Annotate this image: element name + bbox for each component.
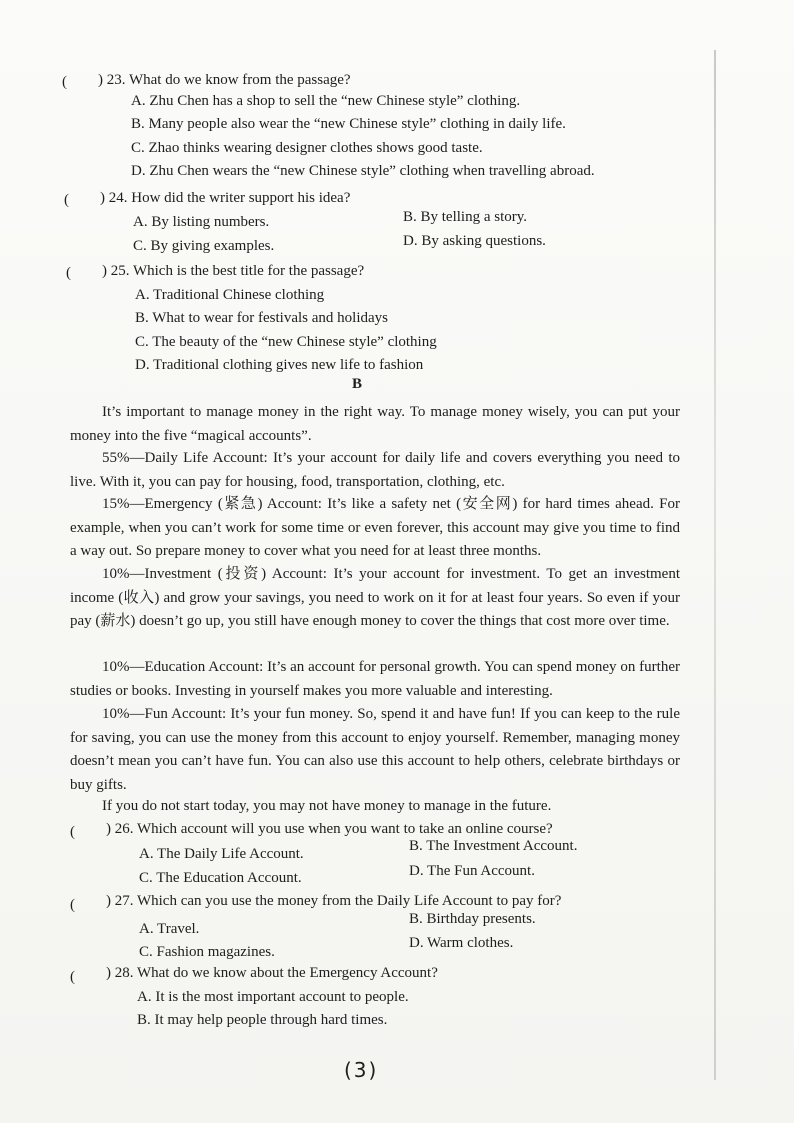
question-number: ) 28. — [106, 965, 134, 981]
question-text: How did the writer support his idea? — [131, 190, 351, 206]
option-23-a: A. Zhu Chen has a shop to sell the “new Chinese style” clothing. — [131, 93, 521, 109]
question-23 — [98, 71, 351, 89]
option-28-a: A. It is the most important account to people. — [137, 989, 409, 1005]
paragraph-text: It’s important to manage money in the right way. To manage money wisely, you can put your money into the five “magical accounts”. — [70, 404, 680, 444]
question-number: ) 24. — [100, 190, 128, 206]
answer-paren: ( — [70, 824, 75, 840]
question-number: ) 26. — [106, 821, 134, 837]
option-26-b: B. The Investment Account. — [409, 838, 578, 854]
option-23-c: C. Zhao thinks wearing designer clothes shows good taste. — [131, 140, 483, 156]
option-27-a: A. Travel. — [139, 921, 200, 937]
passage-paragraph-4 — [70, 563, 680, 634]
paragraph-text: If you do not start today, you may not have money to manage in the future. — [102, 798, 552, 814]
question-number: ) 25. — [102, 263, 130, 279]
page-edge-shadow — [714, 50, 716, 1080]
option-24-d: D. By asking questions. — [403, 233, 546, 249]
passage-paragraph-2 — [70, 447, 680, 494]
answer-paren: ( — [62, 74, 67, 90]
option-26-c: C. The Education Account. — [139, 870, 302, 886]
question-text: Which can you use the money from the Daily Life Account to pay for? — [136, 893, 562, 909]
option-27-b: B. Birthday presents. — [409, 911, 536, 927]
question-text: What do we know about the Emergency Account? — [136, 965, 438, 981]
passage-paragraph-1 — [70, 401, 680, 448]
question-number: ) 23. — [98, 72, 126, 88]
option-25-a: A. Traditional Chinese clothing — [135, 287, 325, 303]
option-26-a: A. The Daily Life Account. — [139, 846, 304, 862]
answer-paren: ( — [70, 897, 75, 913]
paragraph-text: 10%—Investment (投资) Account: It’s your account for investment. To get an investment income (收入) and grow your savings, you need to work on it for at least four years. So even if your pay (薪水) doesn’t go up, you still have enough money to cover the things that cost more over time. — [70, 566, 680, 629]
question-28 — [106, 964, 438, 982]
option-27-d: D. Warm clothes. — [409, 935, 514, 951]
page-number: (3) — [344, 1058, 379, 1082]
option-23-b: B. Many people also wear the “new Chinese style” clothing in daily life. — [131, 116, 566, 132]
option-24-b: B. By telling a story. — [403, 209, 528, 225]
passage-paragraph-3 — [70, 493, 680, 564]
option-24-a: A. By listing numbers. — [133, 214, 270, 230]
option-24-c: C. By giving examples. — [133, 238, 275, 254]
answer-paren: ( — [70, 969, 75, 985]
option-25-d: D. Traditional clothing gives new life to fashion — [135, 357, 424, 373]
passage-paragraph-7 — [70, 795, 680, 819]
question-text: Which is the best title for the passage? — [132, 263, 365, 279]
option-23-d: D. Zhu Chen wears the “new Chinese style” clothing when travelling abroad. — [131, 163, 595, 179]
option-28-b: B. It may help people through hard times. — [137, 1012, 388, 1028]
option-26-d: D. The Fun Account. — [409, 863, 535, 879]
question-27 — [106, 892, 561, 910]
question-24 — [100, 189, 350, 207]
option-27-c: C. Fashion magazines. — [139, 944, 275, 960]
question-text: What do we know from the passage? — [128, 72, 351, 88]
option-25-c: C. The beauty of the “new Chinese style” clothing — [135, 334, 437, 350]
paragraph-text: 10%—Fun Account: It’s your fun money. So, spend it and have fun! If you can keep to the rule for saving, you can use the money from this account to enjoy yourself. Remember, managing money doesn’t mean you can’t have fun. You can also use this account to help others, celebrate birthdays or buy gifts. — [70, 706, 680, 793]
paragraph-text: 15%—Emergency (紧急) Account: It’s like a safety net (安全网) for hard times ahead. For example, when you can’t work for some time or even forever, this account may give you time to find a way out. So prepare money to cover what you need for at least three months. — [70, 496, 680, 559]
question-25 — [102, 262, 364, 280]
passage-paragraph-5 — [70, 656, 680, 703]
passage-paragraph-6 — [70, 703, 680, 797]
answer-paren: ( — [64, 192, 69, 208]
section-b-label: B — [352, 376, 363, 392]
paragraph-text: 10%—Education Account: It’s an account for personal growth. You can spend money on further studies or books. Investing in yourself makes you more valuable and interesting. — [70, 659, 680, 699]
paragraph-text: 55%—Daily Life Account: It’s your account for daily life and covers everything you need to live. With it, you can pay for housing, food, transportation, clothing, etc. — [70, 450, 680, 490]
question-text: Which account will you use when you want to take an online course? — [136, 821, 553, 837]
option-25-b: B. What to wear for festivals and holidays — [135, 310, 388, 326]
question-number: ) 27. — [106, 893, 134, 909]
answer-paren: ( — [66, 265, 71, 281]
question-26 — [106, 820, 553, 838]
